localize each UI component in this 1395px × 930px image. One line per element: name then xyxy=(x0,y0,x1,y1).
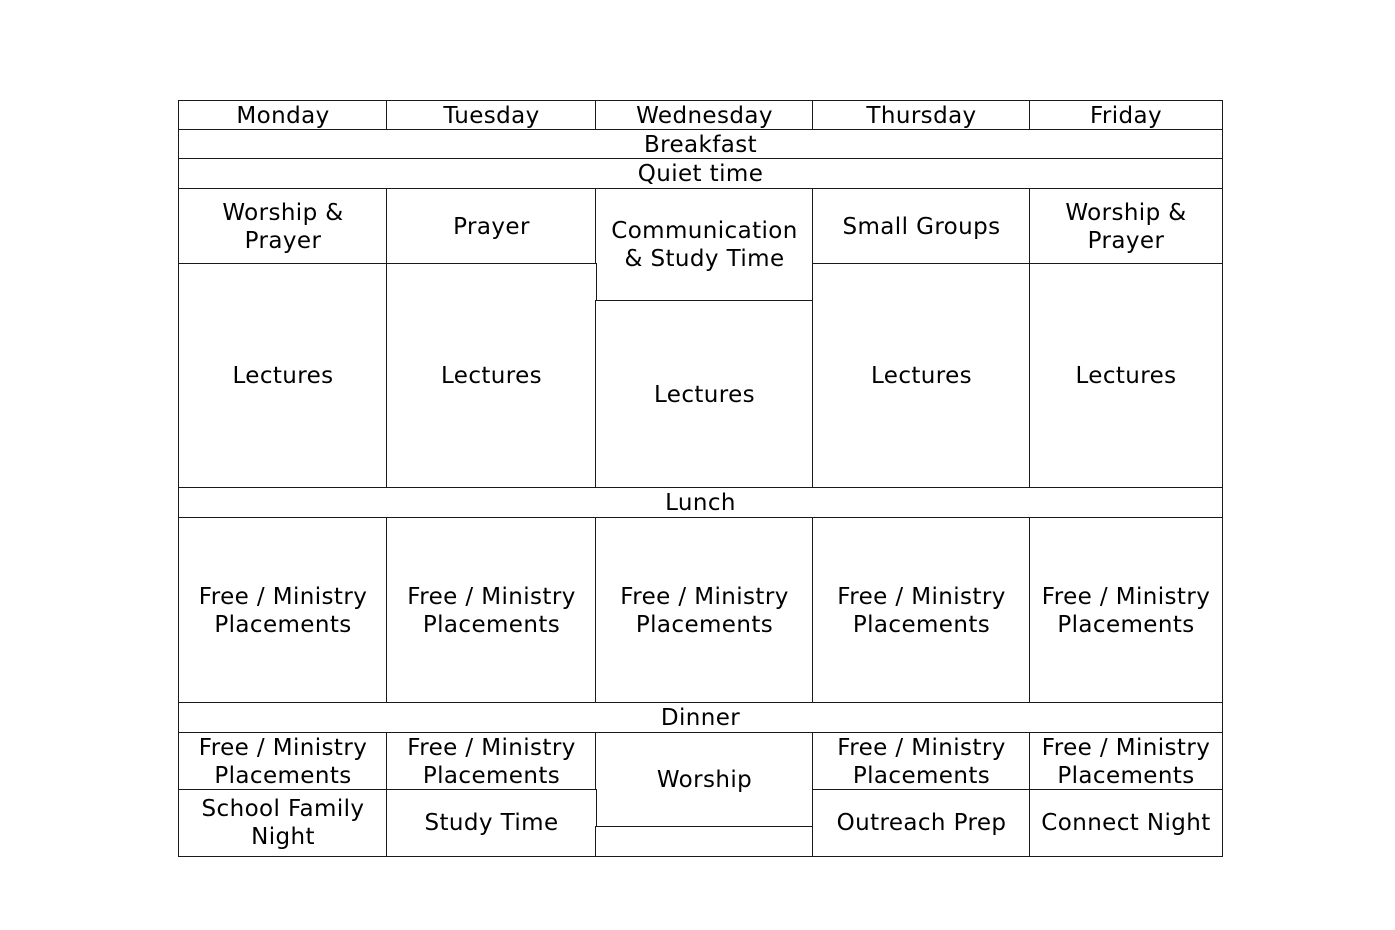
lectures-label: Lectures xyxy=(653,381,756,408)
breakfast-row xyxy=(178,129,1223,160)
dinner-label: Dinner xyxy=(660,705,741,731)
evening-late-monday-cell xyxy=(178,789,388,857)
lectures-tuesday-cell xyxy=(386,263,597,489)
evening-late-wednesday-cell xyxy=(595,826,814,857)
evening-late-activity-label: Outreach Prep xyxy=(836,810,1007,836)
evening-late-tuesday-cell xyxy=(386,789,597,857)
morning-activity-label: Small Groups xyxy=(842,213,1001,240)
lectures-label: Lectures xyxy=(232,363,334,389)
morning-activity-label: Worship & Prayer xyxy=(222,199,344,254)
day-header-monday xyxy=(178,100,388,131)
evening-activity-label: Free / Ministry Placements xyxy=(198,734,368,789)
lectures-label: Lectures xyxy=(1075,363,1177,389)
afternoon-activity-label: Free / Ministry Placements xyxy=(620,583,789,638)
quiet-time-row xyxy=(178,158,1223,190)
quiet-time-label: Quiet time xyxy=(637,161,764,187)
afternoon-activity-label: Free / Ministry Placements xyxy=(1041,583,1211,638)
afternoon-thursday-cell xyxy=(812,517,1031,704)
evening-early-thursday-cell xyxy=(812,732,1031,791)
lunch-label: Lunch xyxy=(665,490,736,516)
evening-activity-label: Free / Ministry Placements xyxy=(407,734,576,789)
evening-late-activity-label: Connect Night xyxy=(1041,810,1211,836)
morning-wednesday-cell xyxy=(595,188,814,302)
day-header-label: Thursday xyxy=(866,102,977,129)
morning-activity-label: Prayer xyxy=(453,213,530,240)
lectures-label: Lectures xyxy=(870,363,973,389)
evening-early-monday-cell xyxy=(178,732,388,791)
afternoon-wednesday-cell xyxy=(595,517,814,704)
afternoon-activity-label: Free / Ministry Placements xyxy=(407,583,576,638)
evening-activity-label: Worship xyxy=(656,767,753,793)
morning-activity-label: Worship & Prayer xyxy=(1065,199,1187,254)
evening-late-friday-cell xyxy=(1029,789,1223,857)
lectures-thursday-cell xyxy=(812,263,1031,489)
breakfast-label: Breakfast xyxy=(643,131,758,158)
afternoon-activity-label: Free / Ministry Placements xyxy=(198,583,368,638)
evening-late-thursday-cell xyxy=(812,789,1031,857)
afternoon-activity-label: Free / Ministry Placements xyxy=(837,583,1006,638)
evening-early-tuesday-cell xyxy=(386,732,597,791)
morning-friday-cell xyxy=(1029,188,1223,265)
lectures-wednesday-cell xyxy=(595,300,814,489)
lunch-row xyxy=(178,487,1223,519)
lectures-friday-cell xyxy=(1029,263,1223,489)
day-header-label: Monday xyxy=(236,102,330,129)
day-header-label: Tuesday xyxy=(443,102,540,129)
day-header-label: Friday xyxy=(1089,102,1163,129)
day-header-tuesday xyxy=(386,100,597,131)
lectures-label: Lectures xyxy=(440,363,543,389)
morning-tuesday-cell xyxy=(386,188,597,265)
day-header-label: Wednesday xyxy=(636,102,773,129)
lectures-monday-cell xyxy=(178,263,388,489)
evening-activity-label: Free / Ministry Placements xyxy=(1041,734,1211,789)
morning-thursday-cell xyxy=(812,188,1031,265)
evening-early-friday-cell xyxy=(1029,732,1223,791)
afternoon-monday-cell xyxy=(178,517,388,704)
afternoon-friday-cell xyxy=(1029,517,1223,704)
afternoon-tuesday-cell xyxy=(386,517,597,704)
weekly-schedule-table xyxy=(178,100,1223,857)
morning-monday-cell xyxy=(178,188,388,265)
dinner-row xyxy=(178,702,1223,734)
day-header-friday xyxy=(1029,100,1223,131)
day-header-thursday xyxy=(812,100,1031,131)
day-header-wednesday xyxy=(595,100,814,131)
evening-early-wednesday-cell xyxy=(595,732,814,828)
evening-late-activity-label: Study Time xyxy=(424,810,559,836)
evening-activity-label: Free / Ministry Placements xyxy=(837,734,1006,789)
evening-late-activity-label: School Family Night xyxy=(201,796,365,850)
morning-activity-label: Communication & Study Time xyxy=(611,218,798,272)
